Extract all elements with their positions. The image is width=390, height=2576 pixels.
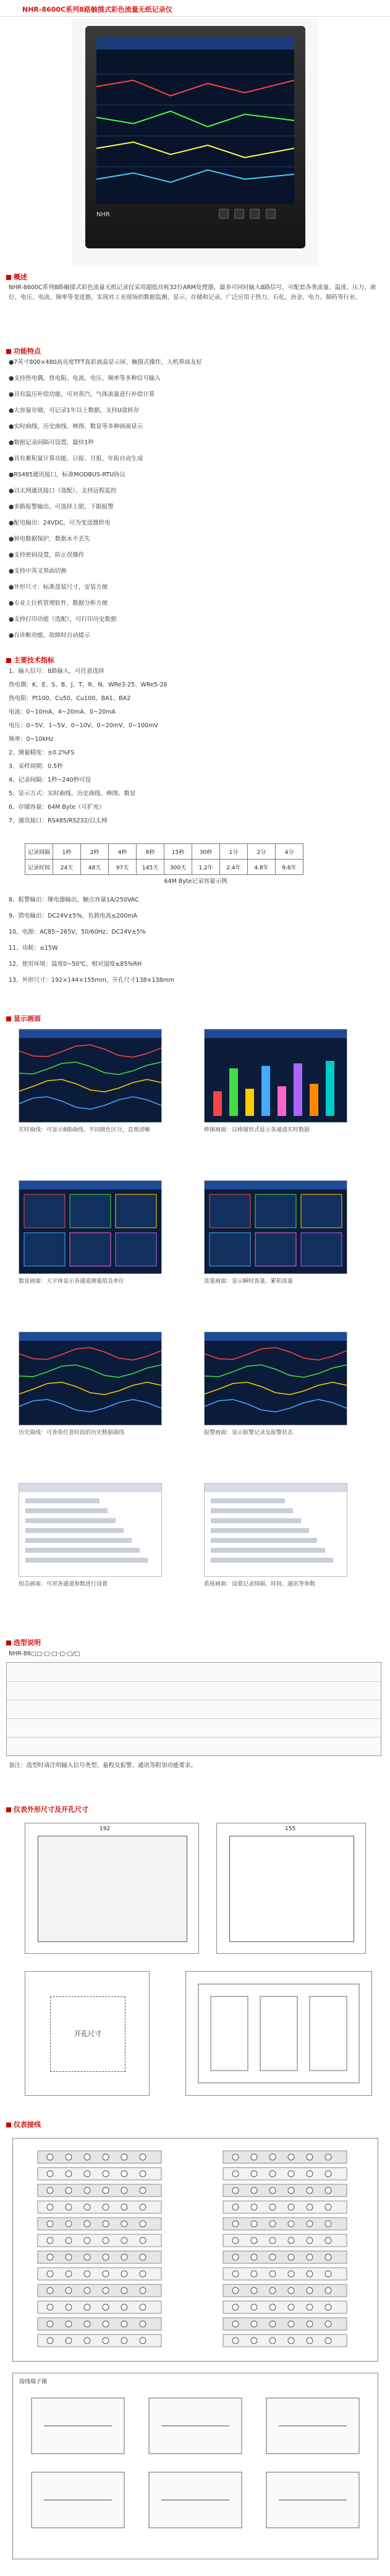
feature-item: ●大容量存储，可记录1年以上数据，支持U盘转存 (9, 407, 140, 414)
feature-item: ●数据记录间隔可设置，最快1秒 (9, 439, 94, 446)
section-dims-heading: 仪表外形尺寸及开孔尺寸 (6, 1804, 88, 1814)
title-bar (0, 0, 390, 17)
screen-caption: 系统画面：设置记录间隔、时间、通讯等参数 (204, 1581, 316, 1587)
recording-table-header (25, 844, 303, 859)
section-features-heading: 功能特点 (6, 346, 41, 356)
square-bullet-icon (6, 1807, 11, 1812)
front-view-drawing: 192 (25, 1823, 199, 1954)
square-bullet-icon (6, 1641, 11, 1645)
feature-item: ●具有温压补偿功能，可对蒸汽、气体流量进行补偿计算 (9, 391, 155, 398)
spec-item: 频率：0~10kHz (9, 736, 54, 743)
feature-item: ●支持中英文界面切换 (9, 568, 67, 575)
screen-thumbnail (19, 1029, 162, 1123)
screen-caption: 实时曲线：可显示8路曲线，不同颜色区分，直观清晰 (19, 1127, 150, 1133)
spec-item: 12、使用环境：温度0~50℃，相对湿度≤85%RH (9, 961, 142, 968)
screen-thumbnail (19, 1332, 162, 1425)
screen-thumbnail (204, 1332, 347, 1425)
section-selection-heading: 选型说明 (6, 1637, 41, 1647)
table-cell: 30秒 (192, 844, 220, 859)
feature-item: ●支持打印功能（选配），可打印历史数据 (9, 616, 117, 623)
table-cell: 15秒 (164, 844, 192, 859)
table-cell: 4秒 (109, 844, 137, 859)
selection-code: NHR-86□□-□-□-□-□/□ (9, 1650, 80, 1657)
square-bullet-icon (6, 2122, 11, 2127)
device-button[interactable] (219, 209, 229, 219)
feature-item: ●多路报警输出，可选择上限、下限报警 (9, 504, 114, 510)
screen-caption: 组态画面：可对各通道参数进行设置 (19, 1581, 108, 1587)
device-button[interactable] (234, 209, 244, 219)
device-buttons (215, 209, 276, 221)
feature-item: ●配电输出：24VDC，可为变送器供电 (9, 520, 111, 526)
table-cell: 4分 (276, 844, 303, 859)
screen-thumbnail (204, 1029, 347, 1123)
screen-caption: 报警画面：显示报警记录及报警状态 (204, 1430, 294, 1436)
device-body (85, 26, 305, 248)
table-cell: 48天 (81, 859, 109, 875)
table-cell: 记录时间 (25, 859, 53, 875)
feature-item: ●7英寸800×480高亮度TFT真彩液晶显示屏，触摸式操作，人机界面友好 (9, 359, 202, 366)
screen-caption: 流量画面：显示瞬时流量、累积流量 (204, 1278, 294, 1285)
screen-caption: 历史曲线：可查看任意时段的历史数据曲线 (19, 1430, 125, 1436)
table-cell: 300天 (164, 859, 192, 875)
cutout-drawing: 开孔尺寸 (25, 1971, 150, 2096)
selection-table (6, 1662, 381, 1756)
rear-view-drawing (185, 1971, 372, 2096)
spec-item: 8、报警输出：继电器输出，触点容量1A/250VAC (9, 897, 139, 903)
spec-item: 4、记录间隔：1秒~240秒可设 (9, 777, 91, 783)
feature-item: ●掉电数据保护，数据永不丢失 (9, 536, 90, 543)
spec-item: 11、功耗：≤15W (9, 945, 58, 952)
feature-item: ●专业上位机管理软件，数据分析方便 (9, 600, 108, 607)
feature-item: ●支持热电偶、热电阻、电流、电压、频率等多种信号输入 (9, 375, 161, 382)
recording-note: 64M Byte记录容量示例 (164, 878, 227, 885)
spec-item: 电压：0~5V、1~5V、0~10V、0~20mV、0~100mV (9, 722, 158, 729)
spec-item: 热电阻：Pt100、Cu50、Cu100、BA1、BA2 (9, 695, 131, 702)
feature-item: ●具有累积量计算功能，日报、月报、年报自动生成 (9, 455, 143, 462)
overview-text: NHR-8600C系列8路触摸式彩色流量无纸记录仪采用超低功耗32位ARM处理器，最多可同时输入8路信号，可配套各类流量、温度、压力、液位、电压、电流、频率等变送器，实现对工业现场的数据监测、显示、存储和记录，广泛应用于热力、石化、冶金、电力、制药等行业。 (9, 284, 376, 301)
selection-note: 备注：选型时请注明输入信号类型、量程及报警、通讯等附加功能要求。 (9, 1762, 197, 1769)
device-button[interactable] (250, 209, 260, 219)
wiring-diagram (12, 2138, 378, 2362)
screen-thumbnail (204, 1483, 347, 1577)
spec-item: 5、显示方式：实时曲线、历史曲线、棒图、数显 (9, 790, 136, 797)
square-bullet-icon (6, 658, 11, 663)
spec-item: 1、输入信号：8路输入，可任意选择 (9, 668, 104, 675)
table-cell: 145天 (137, 859, 164, 875)
spec-item: 2、测量精度：±0.2%FS (9, 750, 75, 756)
feature-item: ●支持密码设置，防止误操作 (9, 552, 85, 559)
spec-item: 10、电源：AC85~265V，50/60Hz；DC24V±5% (9, 929, 146, 935)
square-bullet-icon (6, 1016, 11, 1021)
table-cell: 4.8年 (248, 859, 276, 875)
spec-item: 热电偶：K、E、S、B、J、T、R、N、WRe3-25、WRe5-26 (9, 682, 167, 688)
device-screen (96, 37, 294, 204)
table-cell: 9.6年 (276, 859, 303, 875)
feature-item: ●以太网通讯接口（选配），支持远程监控 (9, 488, 117, 494)
side-view-drawing: 155 (216, 1823, 366, 1954)
recording-table (25, 843, 303, 875)
screen-thumbnail (19, 1180, 162, 1274)
table-cell: 1分 (220, 844, 248, 859)
section-overview-heading: 概述 (6, 272, 27, 282)
screen-thumbnail (204, 1180, 347, 1274)
spec-item: 13、外形尺寸：192×144×155mm，开孔尺寸138×138mm (9, 977, 175, 984)
device-button[interactable] (266, 209, 276, 219)
feature-item: ●实时曲线、历史曲线、棒图、数显等多种画面显示 (9, 423, 143, 430)
table-cell: 2秒 (81, 844, 109, 859)
section-screens-heading: 显示画面 (6, 1013, 41, 1023)
section-wiring-heading: 仪表接线 (6, 2119, 41, 2129)
spec-item: 3、采样周期：0.5秒 (9, 763, 63, 770)
table-cell: 1秒 (53, 844, 81, 859)
table-cell: 1.2年 (192, 859, 220, 875)
product-image (72, 19, 319, 266)
table-cell: 2分 (248, 844, 276, 859)
recording-table-values (25, 859, 303, 875)
screen-caption: 棒图画面：以棒图形式显示各通道实时数据 (204, 1127, 310, 1133)
spec-item: 6、存储容量：64M Byte（可扩充） (9, 804, 105, 811)
terminal-diagram: 接线端子图 (12, 2373, 378, 2559)
spec-item: 9、馈电输出：DC24V±5%，负载电流≤200mA (9, 913, 137, 919)
device-brand: NHR (96, 211, 110, 218)
feature-item: ●外形尺寸：标准盘装尺寸，安装方便 (9, 584, 108, 591)
spec-item: 电流：0~10mA、4~20mA、0~20mA (9, 709, 116, 716)
table-cell: 8秒 (137, 844, 164, 859)
feature-item: ●自诊断功能，故障时自动提示 (9, 632, 90, 639)
feature-item: ●RS485通讯接口，标准MODBUS-RTU协议 (9, 471, 126, 478)
table-cell: 24天 (53, 859, 81, 875)
section-specs-heading: 主要技术指标 (6, 655, 54, 665)
square-bullet-icon (6, 275, 11, 280)
screen-chart (96, 37, 294, 204)
table-cell: 97天 (109, 859, 137, 875)
table-cell: 记录间隔 (25, 844, 53, 859)
screen-caption: 数显画面：大字体显示各通道测量值及单位 (19, 1278, 125, 1285)
table-cell: 2.4年 (220, 859, 248, 875)
spec-item: 7、通讯接口：RS485/RS232/以太网 (9, 817, 108, 824)
square-bullet-icon (6, 349, 11, 354)
page-title: NHR-8600C系列8路触摸式彩色流量无纸记录仪 (22, 6, 172, 14)
screen-thumbnail (19, 1483, 162, 1577)
